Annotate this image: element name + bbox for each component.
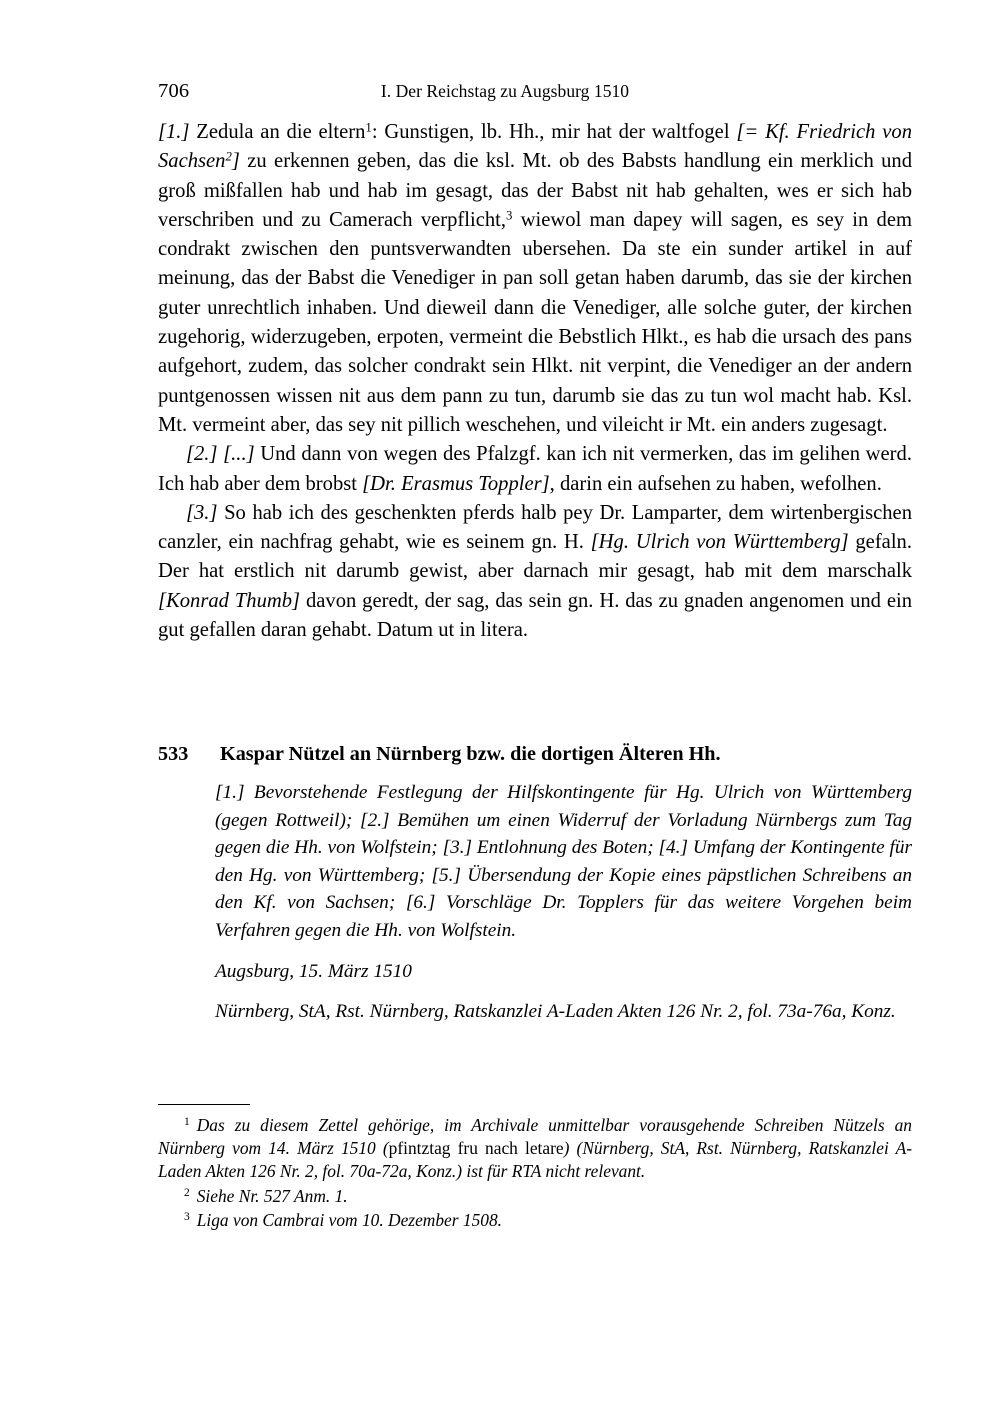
entry-number: 533 — [158, 743, 189, 765]
paragraph-2: [2.] [...] Und dann von wegen des Pfalzgf. kan ich nit vermerken, das im gelihen werd. Ich hab aber dem brobst [Dr. Erasmus Toppler], darin ein aufsehen zu haben, wefolhen. — [158, 443, 912, 495]
footnote-marker: 1 — [184, 1116, 190, 1129]
entry-heading — [158, 740, 912, 768]
paragraph-3: [3.] So hab ich des geschenkten pferds halb pey Dr. Lamparter, dem wirtenbergischen canzler, ein nachfrag gehabt, wie es seinem gn. H. [Hg. Ulrich von Württemberg] gefaln. Der hat erstlich nit darumb gewist, aber darnach mir gesagt, hab mit dem marschalk [Konrad Thumb] davon geredt, der sag, das sein gn. H. das zu gnaden angenomen und ein gut gefallen daran gehabt. Datum ut in litera. — [158, 501, 912, 642]
running-title: I. Der Reichstag zu Augsburg 1510 — [380, 81, 630, 101]
regest-place-date: Augsburg, 15. März 1510 — [215, 960, 412, 982]
footnote-apparatus — [158, 1104, 912, 1232]
page-number: 706 — [158, 80, 190, 102]
regest-archival-reference: Nürnberg, StA, Rst. Nürnberg, Ratskanzlei A-Laden Akten 126 Nr. 2, fol. 73a-76a, Konz. — [215, 1001, 896, 1023]
footnote-2: $^2$ Siehe Nr. 527 Anm. 1. — [184, 1185, 348, 1206]
entry-regest-block — [215, 779, 912, 1026]
footnote-marker: 3 — [184, 1210, 190, 1223]
running-head — [158, 78, 912, 104]
footnote-marker: 2 — [184, 1186, 190, 1199]
footnote-separator-rule — [158, 1104, 250, 1105]
entry-title: Kaspar Nützel an Nürnberg bzw. die dortigen Älteren Hh. — [220, 743, 721, 765]
paragraph-1: [1.] Zedula an die eltern$^1$: Gunstigen, lb. Hh., mir hat der waltfogel [= Kf. Friedrich von Sachsen$^2$] zu erkennen geben, das die ksl. Mt. ob des Babsts handlung ein merklich und groß mißfallen hab und hab im gesagt, das der Babst nit hab gehalten, wes er sich hab verschriben und zu Camerach verpflicht,$^3$ wiewol man dapey will sagen, es sey in dem condrakt zwischen den puntsverwandten ubersehen. Da ste ein sunder artikel in auf meinung, das der Babst die Venediger in pan soll getan haben darumb, das sie der kirchen guter unrechtlich inhaben. Und dieweil dann die Venediger, alle solche guter, der kirchen zugehorig, widerzugeben, erpoten, vermeint die Bebstlich Hlkt., es hab die ursach des pans aufgehort, zudem, das solcher condrakt sein Hlkt. nit verpint, die Venediger an der andern puntgenossen wissen nit aus dem pann zu tun, darumb sie das zu tun wol macht hab. Ksl. Mt. vermeint aber, das sey nit pillich weschehen, und vileicht ir Mt. ein anders zugesagt. — [158, 120, 912, 436]
regest-summary: [1.] Bevorstehende Festlegung der Hilfskontingente für Hg. Ulrich von Württemberg (gegen Rottweil); [2.] Bemühen um einen Widerruf der Vorladung Nürnbergs zum Tag gegen die Hh. von Wolfstein; [3.] Entlohnung des Boten; [4.] Umfang der Kontingente für den Hg. von Württemberg; [5.] Übersendung der Kopie eines päpstlichen Schreibens an den Kf. von Sachsen; [6.] Vorschläge Dr. Topplers für das weitere Vorgehen beim Verfahren gegen die Hh. von Wolfstein. — [215, 782, 912, 941]
footnote-1: $^1$ Das zu diesem Zettel gehörige, im Archivale unmittelbar vorausgehende Schreiben Nützels an Nürnberg vom 14. März 1510 (pfintztag fru nach letare) (Nürnberg, StA, Rst. Nürnberg, Ratskanzlei A-Laden Akten 126 Nr. 2, fol. 70a-72a, Konz.) ist für RTA nicht relevant. — [158, 1115, 913, 1182]
document-entry-533 — [158, 740, 912, 1026]
footnote-3: $^3$ Liga von Cambrai vom 10. Dezember 1508. — [184, 1209, 503, 1230]
body-text-column — [158, 118, 912, 645]
